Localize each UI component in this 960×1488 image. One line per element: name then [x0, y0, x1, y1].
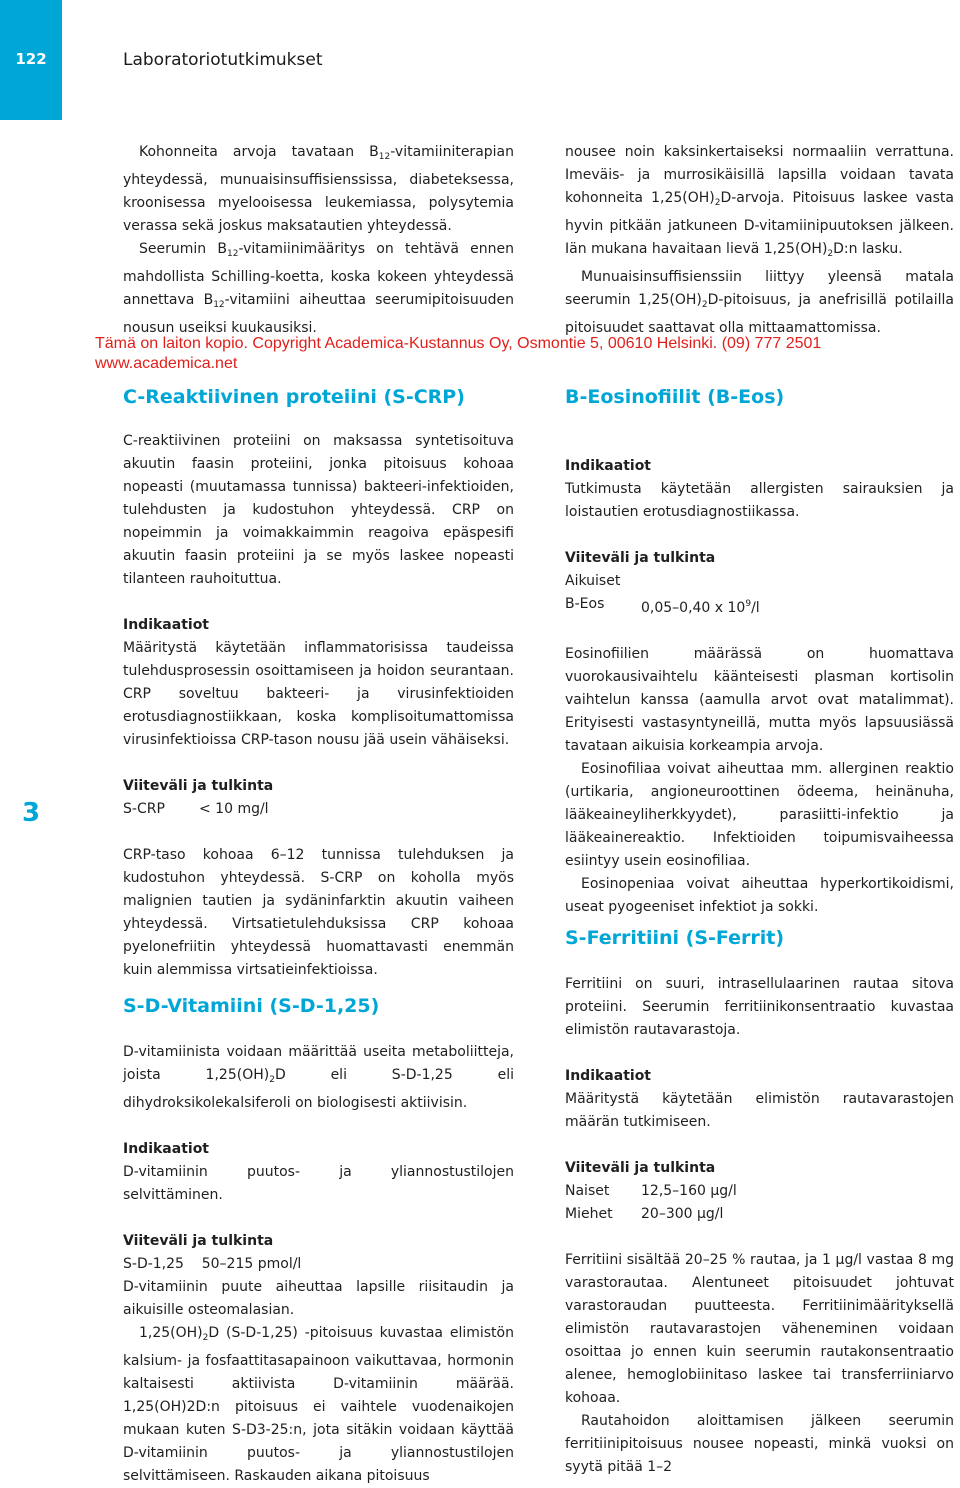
reference-row: Naiset 12,5–160 μg/l: [565, 1183, 737, 1199]
reference-heading: Viiteväli ja tulkinta: [565, 1160, 716, 1176]
eosinophils-section: [565, 455, 954, 919]
paragraph: D-vitamiinin puutos- ja yliannostustilojen selvittäminen.: [123, 1164, 514, 1203]
indications-heading: Indikaatiot: [565, 1068, 652, 1084]
ferritin-section: [565, 973, 954, 1479]
paragraph: Seerumin $B_{12}$-vitamiinimääritys on tehtävä ennen mahdollista Schilling-koetta, koska kokeen yhteydessä annettava $B_{12}$-vitamiini aiheuttaa seerumipitoisuuden nousun useiksi kuukausiksi.: [123, 241, 514, 336]
top-left-text: [123, 141, 514, 340]
paragraph: Määritystä käytetään elimistön rautavarastojen määrän tutkimiseen.: [565, 1091, 954, 1130]
paragraph: $1,25(OH)_2D$ (S-D-1,25) -pitoisuus kuvastaa elimistön kalsium- ja fosfaattitasapainoon vaikuttavaa, hormonin kaltaisesti aktiivista D-vitamiinin määrää. 1,25(OH)2D:n pitoisuus ei vaihtele vuodenaikojen mukaan kuten S-D3-25:n, jota sitäkin voidaan käyttää D-vitamiinin puutos- ja yliannostustilojen selvittämiseen. Raskauden aikana pitoisuus: [123, 1325, 514, 1484]
page-number: 122: [15, 50, 47, 68]
vitamin-d-section: [123, 1041, 514, 1488]
paragraph: Ferritiini on suuri, intrasellulaarinen rautaa sitova proteiini. Seerumin ferritiinikonsentraatio kuvastaa elimistön rautavarastoja.: [565, 976, 954, 1038]
paragraph: Määritystä käytetään inflammatorisissa taudeissa tulehdusprosessin osoittamiseen ja hoidon seurantaan. CRP soveltuu bakteeri- ja virusinfektioiden erotusdiagnostiikkaan, koska komplisoitumattomissa virusinfektioissa CRP-tason nousu jää usein vähäiseksi.: [123, 640, 514, 748]
paragraph: Kohonneita arvoja tavataan $B_{12}$-vitamiiniterapian yhteydessä, munuaisinsuffisienssissa, diabeteksessa, kroonisessa myelooisessa leukemiassa, polysytemia verassa sekä joskus maksatautien yhteydessä.: [123, 144, 514, 234]
reference-heading: Viiteväli ja tulkinta: [565, 550, 716, 566]
indications-heading: Indikaatiot: [123, 617, 210, 633]
paragraph: Rautahoidon aloittamisen jälkeen seerumin ferritiinipitoisuus nousee nopeasti, minkä vuoksi on syytä pitää 1–2: [565, 1413, 954, 1475]
chapter-number: 3: [21, 798, 41, 828]
reference-row: B-Eos 0,05–0,40 x $10^9/l$: [565, 596, 760, 616]
paragraph: Munuaisinsuffisienssiin liittyy yleensä matala seerumin $1,25(OH)_2D$-pitoisuus, ja anefrisillä potilailla pitoisuudet saattavat olla mittaamattomissa.: [565, 269, 954, 336]
section-title-vitamin-d: S-D-Vitamiini (S-D-1,25): [123, 995, 380, 1017]
reference-heading: Viiteväli ja tulkinta: [123, 778, 274, 794]
paragraph: D-vitamiinista voidaan määrittää useita metaboliitteja, joista $1,25(OH)_2D$ eli S-D-1,25 eli dihydroksikolekalsiferoli on biologisesti aktiivisin.: [123, 1044, 514, 1111]
paragraph: Tutkimusta käytetään allergisten sairauksien ja loistautien erotusdiagnostiikassa.: [565, 481, 954, 520]
indications-heading: Indikaatiot: [123, 1141, 210, 1157]
reference-row: S-D-1,25 50–215 pmol/l: [123, 1256, 302, 1272]
section-title-eosinophils: B-Eosinofiilit (B-Eos): [565, 386, 785, 408]
copyright-line: Tämä on laiton kopio. Copyright Academica-Kustannus Oy, Osmontie 5, 00610 Helsinki. (09) 777 2501: [95, 335, 822, 352]
chapter-tab-strip: [0, 0, 62, 1425]
indications-heading: Indikaatiot: [565, 458, 652, 474]
copyright-url: www.academica.net: [95, 355, 238, 372]
crp-section: [123, 430, 514, 982]
paragraph: Eosinofiilien määrässä on huomattava vuorokausivaihtelu käänteisesti plasman kortisolin vaihtelun kanssa (aamulla arvot ovat matalimmat). Erityisesti vastasyntyneillä, mutta myös lapsuusiässä tavataan aikuisia korkeampia arvoja.: [565, 646, 954, 754]
reference-heading: Viiteväli ja tulkinta: [123, 1233, 274, 1249]
reference-row: S-CRP < 10 mg/l: [123, 801, 269, 817]
paragraph: Ferritiini sisältää 20–25 % rautaa, ja 1 μg/l vastaa 8 mg varastorautaa. Alentuneet pitoisuudet johtuvat varastoraudan puutteesta. Ferritiinimäärityksellä elimistön rautavarastojen väheneminen voidaan osoittaa jo ennen kuin seerumin rautakonsentraatio alenee, hemoglobiinitaso laskee tai transferriiniarvo kohoaa.: [565, 1252, 954, 1406]
page-number-badge: [0, 0, 62, 120]
paragraph: C-reaktiivinen proteiini on maksassa syntetisoituva akuutin faasin proteiini, jonka pitoisuus kohoaa nopeasti (muutamassa tunnissa) bakteeri-infektioiden, tulehdusten ja kudostuhon yhteydessä. CRP on nopeimmin ja voimakkaimmin reagoiva epäspesifi akuutin faasin proteiini ja se myös laskee nopeasti tilanteen rauhoituttua.: [123, 433, 514, 587]
reference-row: Miehet 20–300 μg/l: [565, 1206, 724, 1222]
copyright-notice: [95, 334, 915, 374]
section-title-ferritin: S-Ferritiini (S-Ferrit): [565, 927, 785, 949]
paragraph: nousee noin kaksinkertaiseksi normaaliin verrattuna. Imeväis- ja murrosikäisillä lapsilla voidaan tavata kohonneita $1,25(OH)_2D$-arvoja. Pitoisuus laskee vasta hyvin pitkään jatkuneen D-vitamiinipuutoksen jälkeen. Iän mukana havaitaan lievä $1,25(OH)_2D:n$ lasku.: [565, 144, 954, 259]
paragraph: Eosinopeniaa voivat aiheuttaa hyperkortikoidismi, useat pyogeeniset infektiot ja sokki.: [565, 876, 954, 915]
paragraph: Eosinofiliaa voivat aiheuttaa mm. allerginen reaktio (urtikaria, angioneuroottinen ödeema, heinänuha, lääkeaineyliherkkyydet), parasiitti-infektio ja lääkeainereaktio. Infektioiden toipumisvaiheessa esiintyy usein eosinofiliaa.: [565, 761, 954, 869]
paragraph: D-vitamiinin puute aiheuttaa lapsille riisitaudin ja aikuisille osteomalasian.: [123, 1279, 514, 1318]
top-right-text: [565, 141, 954, 340]
reference-group: Aikuiset: [565, 573, 621, 589]
section-title-crp: C-Reaktiivinen proteiini (S-CRP): [123, 386, 465, 408]
running-head: Laboratoriotutkimukset: [123, 50, 323, 70]
paragraph: CRP-taso kohoaa 6–12 tunnissa tulehduksen ja kudostuhon yhteydessä. S-CRP on koholla myös malignien tautien ja sydäninfarktin akuutin vaiheen yhteydessä. Virtsatietulehduksissa CRP kohoaa pyelonefriitin yhteydessä huomattavasti enemmän kuin alemmissa virtsatieinfektioissa.: [123, 847, 514, 978]
